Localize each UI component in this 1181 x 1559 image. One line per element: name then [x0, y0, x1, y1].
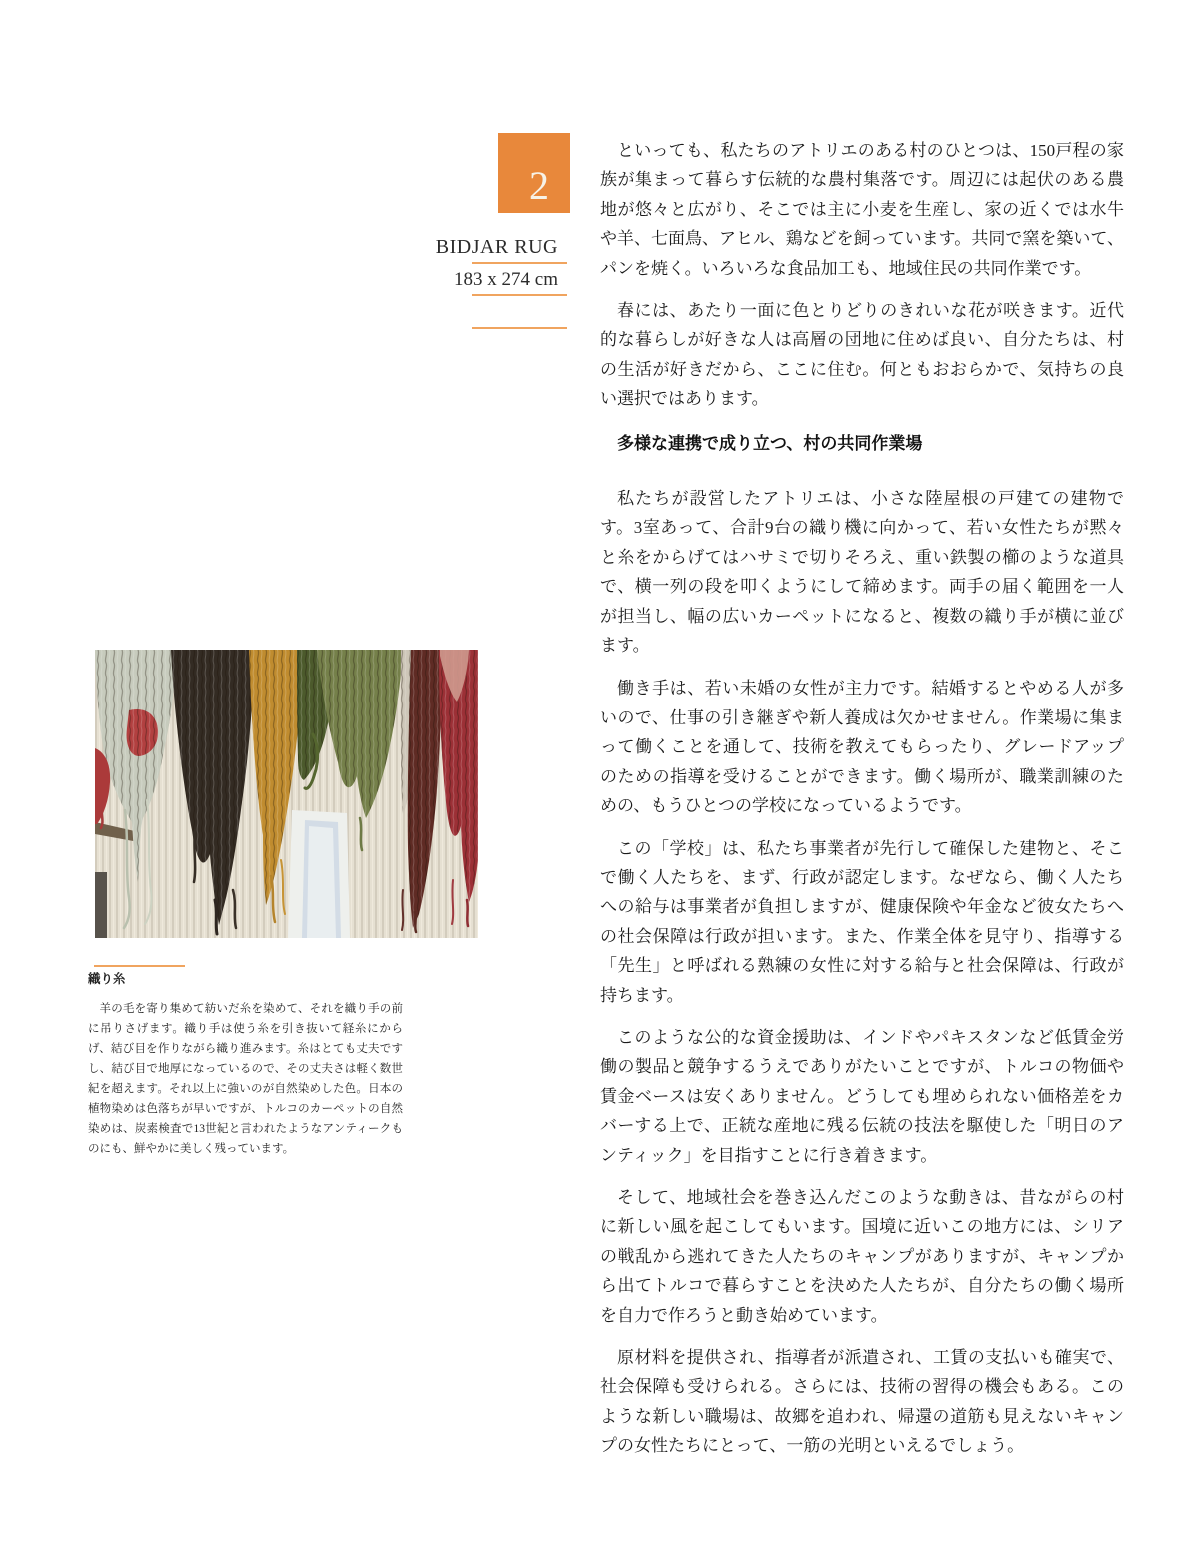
paragraph-3: 私たちが設営したアトリエは、小さな陸屋根の戸建ての建物です。3室あって、合計9台の織り機に向かって、若い女性たちが黙々と糸をからげてはハサミで切りそろえ、重い鉄製の櫛のような道具で、横一列の段を叩くようにして締めます。両手の届く範囲を一人が担当し、幅の広いカーペットになると、複数の織り手が横に並びます。	[600, 489, 1124, 656]
decorative-rule	[472, 327, 567, 329]
paragraph-7: そして、地域社会を巻き込んだこのような動きは、昔ながらの村に新しい風を起こしてもいます。国境に近いこの地方には、シリアの戦乱から逃れてきた人たちのキャンプがありますが、キャンプから出てトルコで暮らすことを決めた人たちが、自分たちの働く場所を自力で作ろうと動き始めています。	[600, 1188, 1124, 1325]
yarn-photo-art	[95, 650, 478, 938]
paragraph-5: この「学校」は、私たち事業者が先行して確保した建物と、そこで働く人たちを、まず、行政が認定します。なぜなら、働く人たちへの給与は事業者が負担しますが、健康保険や年金など彼女たちへの社会保障は行政が担います。また、作業全体を見守り、指導する「先生」と呼ばれる熟練の女性に対する給与と社会保障は、行政が持ちます。	[600, 838, 1124, 1005]
paragraph-2: 春には、あたり一面に色とりどりのきれいな花が咲きます。近代的な暮らしが好きな人は高層の団地に住めば良い、自分たちは、村の生活が好きだから、ここに住む。何ともおおらかで、気持ちの良い選択ではあります。	[600, 301, 1124, 409]
item-number: 2	[529, 163, 549, 208]
paragraph-4: 働き手は、若い未婚の女性が主力です。結婚するとやめる人が多いので、仕事の引き継ぎや新人養成は欠かせません。作業場に集まって働くことを通して、技術を教えてもらったり、グレードアップのための指導を受けることができます。働く場所が、職業訓練のための、もうひとつの学校になっているようです。	[600, 678, 1124, 816]
decorative-rule	[472, 294, 567, 296]
caption-title: 織り糸	[88, 972, 126, 986]
yarn-photo	[95, 650, 478, 938]
article-column	[600, 136, 1124, 1474]
paragraph-1: といっても、私たちのアトリエのある村のひとつは、150戸程の家族が集まって暮らす伝統的な農村集落です。周辺には起伏のある農地が悠々と広がり、そこでは主に小麦を生産し、家の近くでは水牛や羊、七面鳥、アヒル、鶏などを飼っています。共同で窯を築いて、パンを焼く。いろいろな食品加工も、地域住民の共同作業です。	[600, 141, 1124, 278]
section-heading: 多様な連携で成り立つ、村の共同作業場	[617, 433, 923, 453]
item-size: 183 x 274 cm	[454, 269, 558, 290]
caption-text: 羊の毛を寄り集めて紡いだ糸を染めて、それを織り手の前に吊りさげます。織り手は使う糸を引き抜いて経糸にからげ、結び目を作りながら織り進みます。糸はとても丈夫ですし、結び目で地厚になっているので、その丈夫さは軽く数世紀を超えます。それ以上に強いのが自然染めした色。日本の植物染めは色落ちが早いですが、トルコのカーペットの自然染めは、炭素検査で13世紀と言われたようなアンティークものにも、鮮やかに美しく残っています。	[88, 1003, 403, 1155]
item-number-box	[498, 133, 570, 213]
decorative-rule	[472, 262, 567, 264]
paragraph-6: このような公的な資金援助は、インドやパキスタンなど低賃金労働の製品と競争するうえでありがたいことですが、トルコの物価や賃金ベースは安くありません。どうしても埋められない価格差をカバーする上で、正統な産地に残る伝統の技法を駆使した「明日のアンティック」を目指すことに行き着きます。	[600, 1027, 1124, 1165]
paragraph-8: 原材料を提供され、指導者が派遣され、工賃の支払いも確実で、社会保障も受けられる。さらには、技術の習得の機会もある。このような新しい職場は、故郷を追われ、帰還の道筋も見えないキャンプの女性たちにとって、一筋の光明といえるでしょう。	[600, 1348, 1124, 1456]
item-title: BIDJAR RUG	[435, 236, 558, 258]
caption-rule	[94, 965, 185, 967]
